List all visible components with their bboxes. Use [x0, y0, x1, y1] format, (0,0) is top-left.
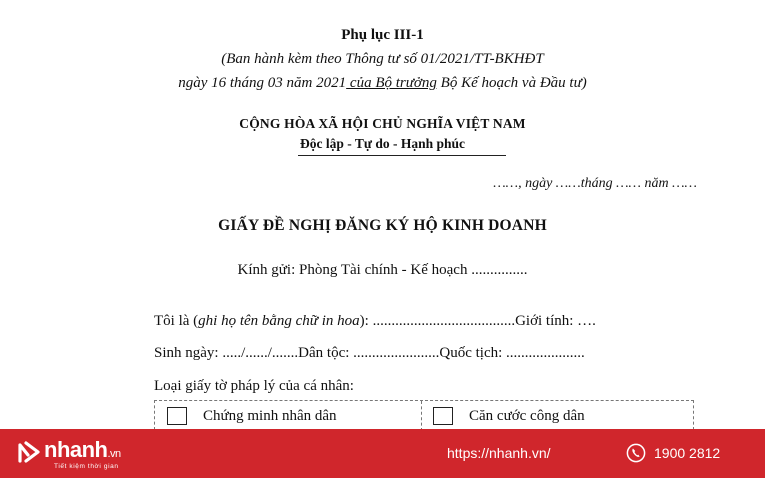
- birth-ethnicity-nationality-row: Sinh ngày: ...../....../.......Dân tộc: .......................Quốc tịch: .....................: [154, 345, 585, 361]
- issued-authority: của Bộ trưởng: [346, 75, 437, 91]
- name-and-gender-fields: ): ......................................Giới tính: ….: [359, 313, 596, 329]
- hotline[interactable]: [626, 443, 720, 463]
- checkbox-citizen-card[interactable]: [433, 407, 453, 425]
- place-date-line: ……, ngày ……tháng …… năm ……: [493, 176, 697, 191]
- id-type-label: Loại giấy tờ pháp lý của cá nhân:: [154, 378, 354, 394]
- table-column-divider: [421, 401, 422, 431]
- name-hint: ghi họ tên bằng chữ in hoa: [198, 313, 360, 329]
- national-motto: Độc lập - Tự do - Hạnh phúc: [299, 136, 466, 151]
- website-link[interactable]: https://nhanh.vn/: [447, 445, 551, 461]
- option-id-card[interactable]: [167, 407, 337, 425]
- option-citizen-card-label: Căn cước công dân: [469, 407, 585, 424]
- issued-ministry: Bộ Kế hoạch và Đầu tư): [436, 75, 587, 91]
- footer-banner: [0, 429, 765, 478]
- brand-logo[interactable]: [16, 435, 166, 475]
- brand-name-suffix: .vn: [107, 448, 121, 460]
- issued-note-line-2: [0, 75, 765, 92]
- brand-tagline: Tiết kiệm thời gian: [54, 463, 119, 470]
- id-type-table: [154, 400, 694, 430]
- option-id-card-label: Chứng minh nhân dân: [203, 407, 337, 424]
- motto-underline: [298, 155, 506, 156]
- document-title: GIẤY ĐỀ NGHỊ ĐĂNG KÝ HỘ KINH DOANH: [218, 217, 547, 234]
- nhanh-logo-icon: [16, 439, 42, 465]
- issued-note-line-1: (Ban hành kèm theo Thông tư số 01/2021/TT-BKHĐT: [221, 51, 544, 67]
- recipient-line: Kính gửi: Phòng Tài chính - Kế hoạch ...............: [237, 262, 528, 278]
- checkbox-id-card[interactable]: [167, 407, 187, 425]
- issued-date: ngày 16 tháng 03 năm 2021: [178, 75, 347, 91]
- brand-name: [44, 437, 121, 463]
- option-citizen-card[interactable]: [433, 407, 585, 425]
- annex-title: Phụ lục III-1: [341, 27, 424, 43]
- national-title: CỘNG HÒA XÃ HỘI CHỦ NGHĨA VIỆT NAM: [239, 116, 526, 131]
- name-label: Tôi là (: [154, 313, 199, 329]
- applicant-name-row: [154, 313, 596, 330]
- brand-name-main: nhanh: [44, 437, 108, 462]
- phone-icon: [626, 443, 646, 463]
- hotline-number: 1900 2812: [654, 445, 721, 461]
